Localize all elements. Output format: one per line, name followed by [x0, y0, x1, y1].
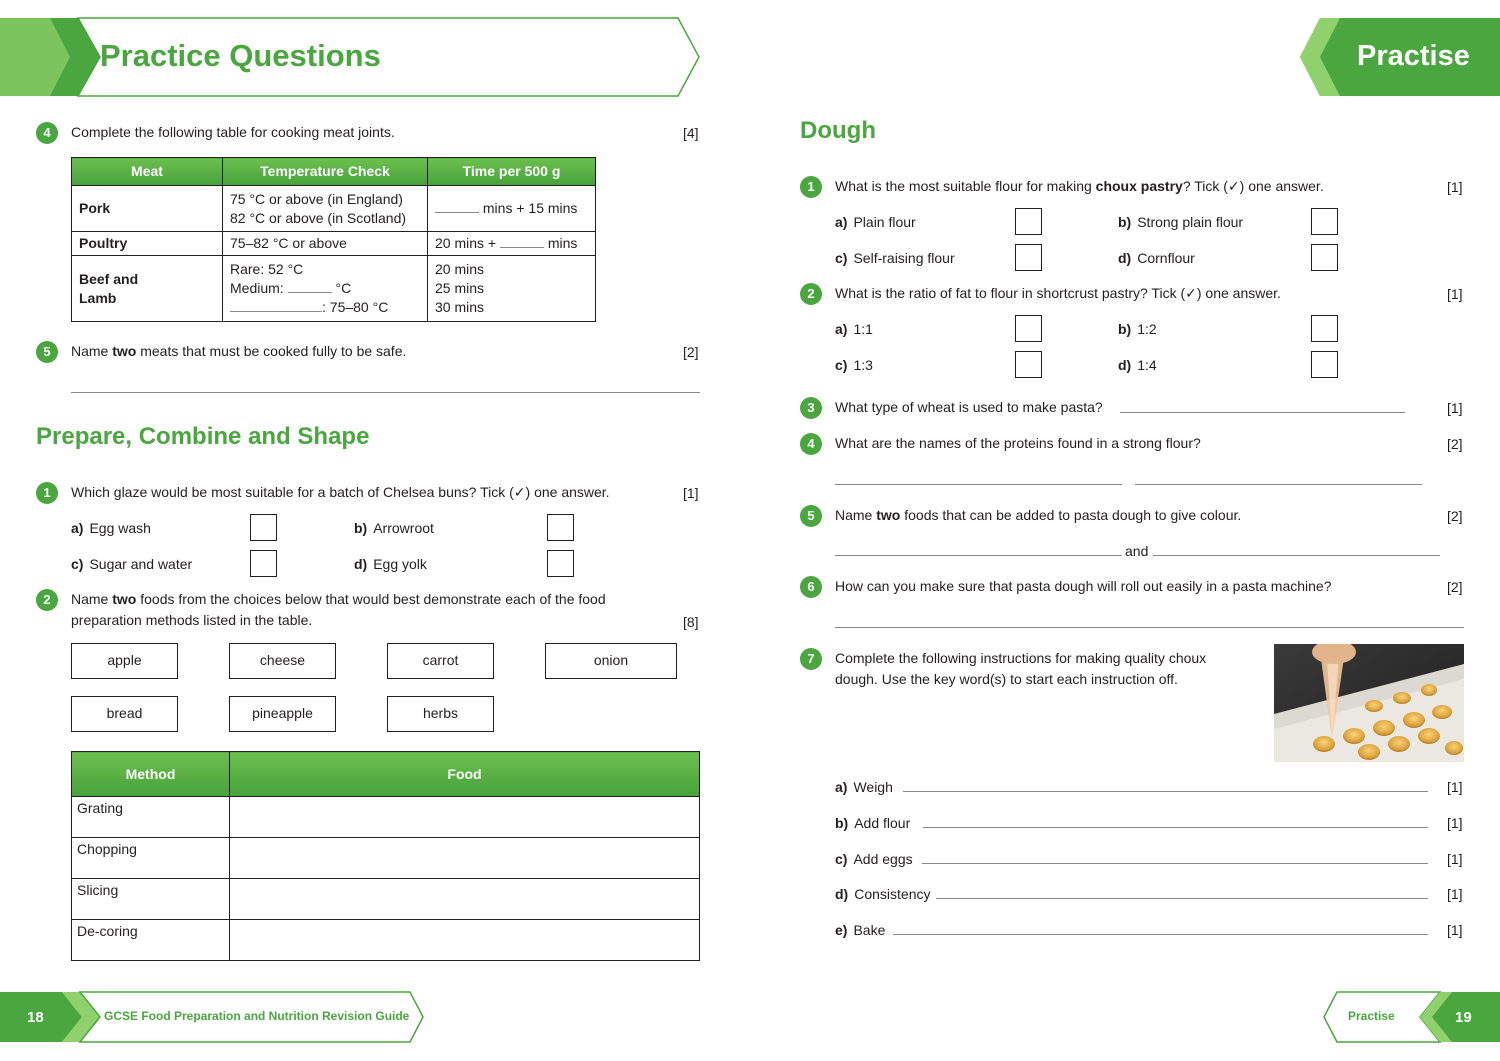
question-line: preparation methods listed in the table. [71, 612, 313, 628]
question-number: 5 [36, 341, 58, 363]
food-answer-cell[interactable] [230, 797, 700, 838]
question-number: 1 [36, 482, 58, 504]
question-text: What type of wheat is used to make pasta? [835, 399, 1103, 415]
time-text: mins + 15 mins [482, 200, 578, 216]
answer-option [1118, 214, 1243, 230]
food-choice: bread [71, 696, 178, 732]
tick-box[interactable] [1015, 208, 1042, 235]
marks: [2] [1447, 508, 1463, 524]
time-cell [428, 186, 596, 232]
meat-name [72, 256, 223, 322]
marks: [1] [1447, 886, 1463, 902]
question-number: 3 [800, 397, 822, 419]
answer-option [835, 357, 873, 373]
tick-box[interactable] [1311, 351, 1338, 378]
marks: [2] [1447, 436, 1463, 452]
page-number: 18 [27, 1009, 44, 1026]
food-choice: onion [545, 643, 677, 679]
answer-option [1118, 321, 1157, 337]
question-line [71, 589, 606, 610]
option-text: 1:2 [1137, 321, 1157, 337]
instruction-item [835, 779, 893, 795]
answer-option [354, 556, 427, 572]
instruction-item [835, 851, 913, 867]
temperature-cell: 75–82 °C or above [223, 232, 428, 256]
answer-blank[interactable] [288, 280, 332, 293]
option-text: Egg yolk [373, 556, 427, 572]
text-bold: two [876, 507, 901, 523]
temp-label: Medium: [230, 280, 284, 296]
answer-line[interactable] [71, 392, 700, 393]
food-answer-cell[interactable] [230, 920, 700, 961]
time-line: 25 mins [435, 280, 485, 296]
food-choice: cheese [229, 643, 336, 679]
question-number: 7 [800, 648, 822, 670]
answer-blank[interactable] [435, 200, 479, 213]
marks: [1] [1447, 851, 1463, 867]
choux-piping-photo [1274, 644, 1464, 762]
temperature-cell [223, 256, 428, 322]
tick-box[interactable] [1015, 315, 1042, 342]
marks: [2] [1447, 579, 1463, 595]
option-letter: e) [835, 922, 848, 938]
text-part: meats that must be cooked fully to be safe. [136, 343, 407, 359]
option-text: Sugar and water [89, 556, 193, 572]
meat-name: Poultry [72, 232, 223, 256]
option-letter: d) [835, 886, 849, 902]
question-text [835, 648, 1206, 690]
tick-box[interactable] [1311, 208, 1338, 235]
option-text: Strong plain flour [1137, 214, 1244, 230]
question-number: 2 [800, 283, 822, 305]
option-letter: a) [835, 779, 848, 795]
question-number: 4 [36, 122, 58, 144]
text-part: Name [71, 343, 113, 359]
option-text: Weigh [853, 779, 893, 795]
question-text: How can you make sure that pasta dough will roll out easily in a pasta machine? [835, 578, 1332, 594]
question-text [835, 176, 1324, 197]
marks: [1] [1447, 779, 1463, 795]
answer-option [835, 250, 955, 266]
meat-table [71, 157, 596, 322]
question-text [71, 589, 606, 631]
instruction-item [835, 922, 885, 938]
time-cell [428, 256, 596, 322]
option-text: Arrowroot [373, 520, 434, 536]
marks: [1] [1447, 400, 1463, 416]
question-text: Which glaze would be most suitable for a batch of Chelsea buns? Tick (✓) one answer. [71, 484, 610, 500]
and-label: and [1125, 543, 1149, 559]
option-letter: b) [354, 520, 368, 536]
answer-option [835, 321, 873, 337]
question-text [835, 505, 1241, 526]
time-line: 30 mins [435, 299, 485, 315]
answer-line[interactable] [1120, 412, 1405, 413]
method-name: Grating [72, 797, 230, 838]
temp-line [230, 298, 420, 317]
answer-line[interactable] [923, 827, 1428, 828]
temp-line: 82 °C or above (in Scotland) [230, 209, 407, 226]
answer-option [71, 520, 151, 536]
method-name: Slicing [72, 879, 230, 920]
question-text [71, 341, 406, 362]
answer-line[interactable] [1135, 484, 1422, 485]
question-text: What is the ratio of fat to flour in shortcrust pastry? Tick (✓) one answer. [835, 285, 1281, 301]
tick-box[interactable] [1015, 244, 1042, 271]
question-number: 2 [36, 589, 58, 611]
text-part: foods that can be added to pasta dough to give colour. [900, 507, 1242, 523]
temp-line [230, 279, 420, 298]
answer-line[interactable] [835, 627, 1464, 628]
text-bold: choux pastry [1095, 178, 1183, 194]
question-number: 4 [800, 433, 822, 455]
option-text: Plain flour [853, 214, 916, 230]
text-part: Name [71, 591, 113, 607]
section-tab-title: Practise [1357, 40, 1470, 72]
page-title: Practice Questions [100, 38, 381, 73]
temp-label: : 75–80 °C [322, 299, 389, 315]
footer-section-label: Practise [1348, 1009, 1395, 1023]
option-letter: a) [835, 214, 848, 230]
marks: [1] [1447, 815, 1463, 831]
food-choice: carrot [387, 643, 494, 679]
text-bold: two [112, 343, 137, 359]
answer-option [354, 520, 434, 536]
temp-line: 75 °C or above (in England) [230, 190, 403, 207]
temp-line: Rare: 52 °C [230, 261, 304, 277]
answer-line[interactable] [835, 484, 1122, 485]
food-choice: pineapple [229, 696, 336, 732]
temperature-cell [223, 186, 428, 232]
question-text: What are the names of the proteins found in a strong flour? [835, 435, 1201, 451]
text-part: What is the most suitable flour for making [835, 178, 1096, 194]
answer-line[interactable] [903, 791, 1428, 792]
section-title: Dough [800, 117, 876, 144]
answer-option [1118, 357, 1157, 373]
answer-line[interactable] [922, 863, 1428, 864]
option-text: Cornflour [1137, 250, 1195, 266]
instruction-item [835, 886, 930, 902]
meat-name: Pork [72, 186, 223, 232]
marks: [8] [683, 614, 699, 630]
answer-option [835, 214, 916, 230]
option-letter: a) [835, 321, 848, 337]
option-letter: b) [835, 815, 849, 831]
answer-blank[interactable] [230, 299, 322, 312]
time-text: 20 mins + [435, 235, 497, 251]
marks: [1] [1447, 179, 1463, 195]
time-cell [428, 232, 596, 256]
answer-line[interactable] [936, 898, 1428, 899]
section-title: Prepare, Combine and Shape [36, 423, 370, 450]
option-letter: c) [835, 250, 848, 266]
option-text: Add eggs [853, 851, 913, 867]
option-text: 1:4 [1137, 357, 1157, 373]
instruction-item [835, 815, 910, 831]
question-line: Complete the following instructions for making quality choux [835, 650, 1207, 666]
option-text: Bake [853, 922, 886, 938]
tick-box[interactable] [1311, 244, 1338, 271]
marks: [1] [683, 485, 699, 501]
marks: [1] [1447, 922, 1463, 938]
food-answer-cell[interactable] [230, 838, 700, 879]
text-part: ? Tick (✓) one answer. [1182, 178, 1324, 194]
question-line: dough. Use the key word(s) to start each instruction off. [835, 671, 1178, 687]
time-line: 20 mins [435, 261, 485, 277]
answer-line[interactable] [893, 934, 1428, 935]
method-table-header: Food [230, 752, 700, 797]
food-answer-cell[interactable] [230, 879, 700, 920]
answer-line[interactable] [835, 555, 1122, 556]
tick-box[interactable] [1311, 315, 1338, 342]
tick-box[interactable] [250, 550, 277, 577]
tick-box[interactable] [547, 550, 574, 577]
question-number: 1 [800, 176, 822, 198]
option-letter: c) [71, 556, 84, 572]
time-text: mins [547, 235, 578, 251]
text-bold: two [112, 591, 137, 607]
option-text: Consistency [854, 886, 931, 902]
marks: [2] [683, 344, 699, 360]
option-text: 1:3 [853, 357, 873, 373]
option-letter: d) [354, 556, 368, 572]
marks: [1] [1447, 286, 1463, 302]
meat-name-line: Beef and [79, 270, 139, 287]
answer-blank[interactable] [500, 235, 544, 248]
option-letter: d) [1118, 357, 1132, 373]
page-number: 19 [1455, 1009, 1472, 1026]
meat-table-header: Meat [72, 158, 223, 186]
meat-table-header: Temperature Check [223, 158, 428, 186]
answer-line[interactable] [1153, 555, 1440, 556]
option-text: Egg wash [89, 520, 151, 536]
option-text: Self-raising flour [853, 250, 955, 266]
option-text: 1:1 [853, 321, 873, 337]
answer-option [1118, 250, 1195, 266]
option-letter: c) [835, 357, 848, 373]
method-table [71, 751, 700, 961]
option-letter: d) [1118, 250, 1132, 266]
temp-unit: °C [335, 280, 352, 296]
tick-box[interactable] [250, 514, 277, 541]
tick-box[interactable] [547, 514, 574, 541]
option-letter: b) [1118, 321, 1132, 337]
option-letter: a) [71, 520, 84, 536]
option-text: Add flour [854, 815, 911, 831]
question-number: 6 [800, 576, 822, 598]
text-part: foods from the choices below that would best demonstrate each of the food [136, 591, 606, 607]
method-name: Chopping [72, 838, 230, 879]
marks: [4] [683, 125, 699, 141]
meat-name-line: Lamb [79, 289, 117, 306]
text-part: Name [835, 507, 877, 523]
option-letter: b) [1118, 214, 1132, 230]
food-choice: apple [71, 643, 178, 679]
question-text: Complete the following table for cooking meat joints. [71, 124, 395, 140]
tick-box[interactable] [1015, 351, 1042, 378]
meat-table-header: Time per 500 g [428, 158, 596, 186]
answer-option [71, 556, 192, 572]
method-name: De-coring [72, 920, 230, 961]
question-number: 5 [800, 505, 822, 527]
food-choice: herbs [387, 696, 494, 732]
method-table-header: Method [72, 752, 230, 797]
option-letter: c) [835, 851, 848, 867]
footer-book-title: GCSE Food Preparation and Nutrition Revision Guide [104, 1009, 410, 1023]
